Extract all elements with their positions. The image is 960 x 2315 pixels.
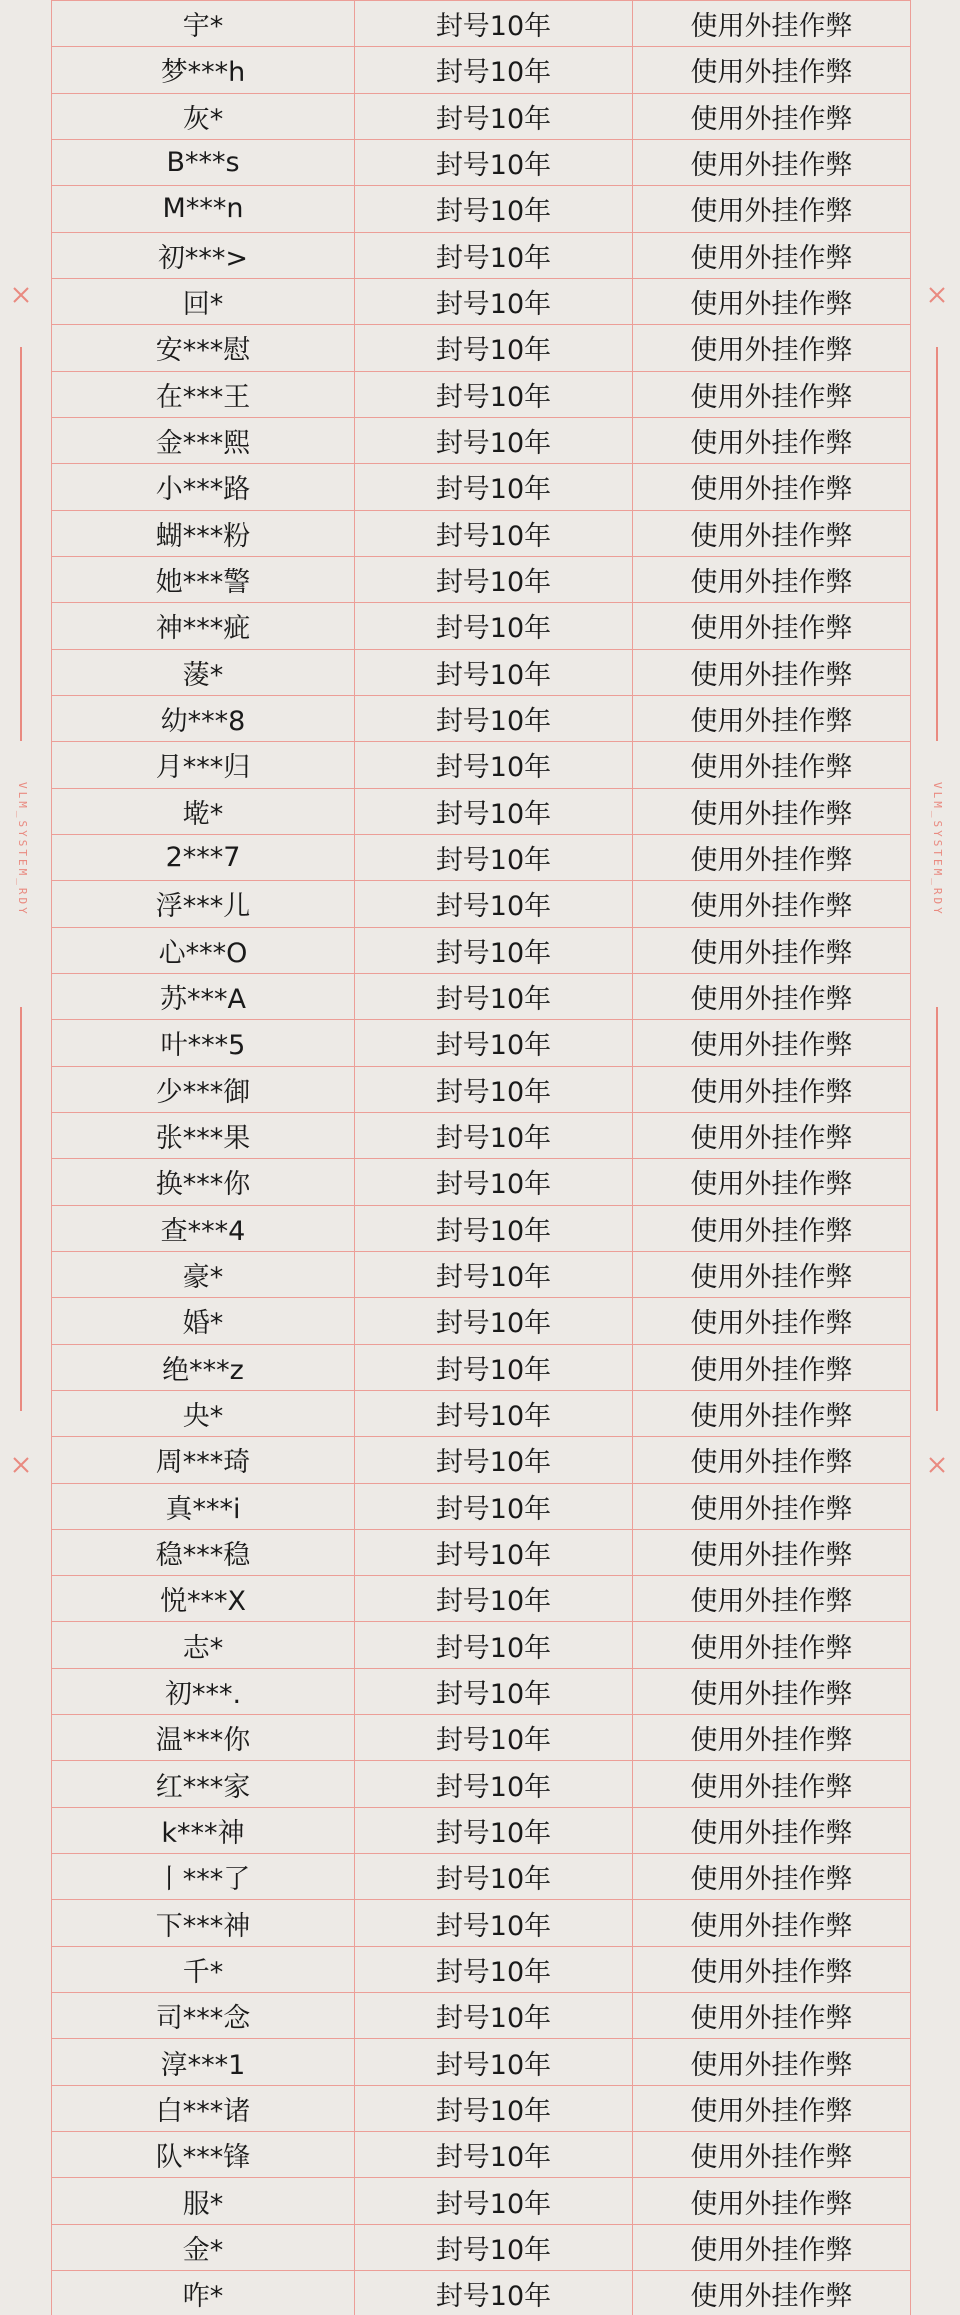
- cell-reason: 使用外挂作弊: [633, 371, 911, 417]
- cell-penalty: 封号10年: [355, 1900, 633, 1946]
- cell-name: k***神: [52, 1807, 355, 1853]
- cell-name: 初***.: [52, 1668, 355, 1714]
- cell-reason: 使用外挂作弊: [633, 834, 911, 880]
- table-row: [52, 1807, 911, 1853]
- cell-penalty: 封号10年: [355, 1, 633, 47]
- cell-name: 周***琦: [52, 1437, 355, 1483]
- cell-penalty: 封号10年: [355, 1946, 633, 1992]
- table-row: [52, 1298, 911, 1344]
- cell-name: 淳***1: [52, 2039, 355, 2085]
- cell-reason: 使用外挂作弊: [633, 695, 911, 741]
- cell-reason: 使用外挂作弊: [633, 1900, 911, 1946]
- cell-reason: 使用外挂作弊: [633, 881, 911, 927]
- cell-penalty: 封号10年: [355, 556, 633, 602]
- cell-name: 月***归: [52, 742, 355, 788]
- cell-reason: 使用外挂作弊: [633, 1715, 911, 1761]
- cell-penalty: 封号10年: [355, 139, 633, 185]
- cell-name: 回*: [52, 278, 355, 324]
- cell-penalty: 封号10年: [355, 1483, 633, 1529]
- cell-name: 白***诸: [52, 2085, 355, 2131]
- table-row: [52, 1761, 911, 1807]
- table-row: [52, 47, 911, 93]
- cell-reason: 使用外挂作弊: [633, 2085, 911, 2131]
- table-row: [52, 1715, 911, 1761]
- cell-name: 心***O: [52, 927, 355, 973]
- cell-name: 婚*: [52, 1298, 355, 1344]
- table-row: [52, 1576, 911, 1622]
- cell-name: 梦***h: [52, 47, 355, 93]
- table-row: [52, 2132, 911, 2178]
- cell-name: 宇*: [52, 1, 355, 47]
- cell-penalty: 封号10年: [355, 1112, 633, 1158]
- cell-penalty: 封号10年: [355, 1066, 633, 1112]
- table-row: [52, 2224, 911, 2270]
- table-row: [52, 139, 911, 185]
- table-row: [52, 1437, 911, 1483]
- cell-penalty: 封号10年: [355, 1298, 633, 1344]
- cell-reason: 使用外挂作弊: [633, 1576, 911, 1622]
- cell-penalty: 封号10年: [355, 1020, 633, 1066]
- table-row: [52, 1668, 911, 1714]
- table-row: [52, 2271, 911, 2315]
- cell-reason: 使用外挂作弊: [633, 464, 911, 510]
- cell-name: 豪*: [52, 1251, 355, 1297]
- cell-penalty: 封号10年: [355, 2224, 633, 2270]
- table-row: [52, 881, 911, 927]
- cell-name: 少***御: [52, 1066, 355, 1112]
- cell-name: 换***你: [52, 1159, 355, 1205]
- cell-penalty: 封号10年: [355, 371, 633, 417]
- cell-penalty: 封号10年: [355, 927, 633, 973]
- cell-reason: 使用外挂作弊: [633, 1946, 911, 1992]
- cell-penalty: 封号10年: [355, 649, 633, 695]
- cell-reason: 使用外挂作弊: [633, 278, 911, 324]
- cell-penalty: 封号10年: [355, 1807, 633, 1853]
- cell-reason: 使用外挂作弊: [633, 139, 911, 185]
- cell-name: B***s: [52, 139, 355, 185]
- table-row: [52, 1020, 911, 1066]
- cell-name: 在***王: [52, 371, 355, 417]
- table-row: [52, 973, 911, 1019]
- cell-penalty: 封号10年: [355, 1251, 633, 1297]
- deco-line-right-bottom: [936, 1007, 938, 1411]
- cell-reason: 使用外挂作弊: [633, 1622, 911, 1668]
- table-row: [52, 1529, 911, 1575]
- cell-penalty: 封号10年: [355, 1854, 633, 1900]
- cell-reason: 使用外挂作弊: [633, 325, 911, 371]
- table-row: [52, 1251, 911, 1297]
- cell-name: 司***念: [52, 1993, 355, 2039]
- cell-reason: 使用外挂作弊: [633, 93, 911, 139]
- table-row: [52, 603, 911, 649]
- cell-name: 金***熙: [52, 417, 355, 463]
- cell-name: 张***果: [52, 1112, 355, 1158]
- cell-name: 千*: [52, 1946, 355, 1992]
- cell-penalty: 封号10年: [355, 834, 633, 880]
- table-row: [52, 834, 911, 880]
- table-row: [52, 1205, 911, 1251]
- table-row: [52, 556, 911, 602]
- cell-reason: 使用外挂作弊: [633, 1298, 911, 1344]
- cell-reason: 使用外挂作弊: [633, 973, 911, 1019]
- cell-name: 2***7: [52, 834, 355, 880]
- cell-reason: 使用外挂作弊: [633, 1066, 911, 1112]
- cell-reason: 使用外挂作弊: [633, 1854, 911, 1900]
- cell-name: 小***路: [52, 464, 355, 510]
- cell-penalty: 封号10年: [355, 973, 633, 1019]
- deco-line-left-bottom: [20, 1007, 22, 1411]
- cell-penalty: 封号10年: [355, 93, 633, 139]
- table-row: [52, 371, 911, 417]
- cell-reason: 使用外挂作弊: [633, 417, 911, 463]
- cell-penalty: 封号10年: [355, 464, 633, 510]
- cell-name: 绝***z: [52, 1344, 355, 1390]
- table-row: [52, 93, 911, 139]
- cell-name: 幼***8: [52, 695, 355, 741]
- cell-penalty: 封号10年: [355, 742, 633, 788]
- cell-reason: 使用外挂作弊: [633, 2271, 911, 2315]
- table-row: [52, 1622, 911, 1668]
- table-row: [52, 1390, 911, 1436]
- close-x-icon-right-bottom: [928, 1456, 946, 1474]
- cell-reason: 使用外挂作弊: [633, 1020, 911, 1066]
- cell-penalty: 封号10年: [355, 1993, 633, 2039]
- table-row: [52, 1854, 911, 1900]
- cell-name: 安***慰: [52, 325, 355, 371]
- cell-name: 叶***5: [52, 1020, 355, 1066]
- cell-penalty: 封号10年: [355, 788, 633, 834]
- cell-reason: 使用外挂作弊: [633, 1159, 911, 1205]
- table-row: [52, 2178, 911, 2224]
- table-row: [52, 649, 911, 695]
- cell-reason: 使用外挂作弊: [633, 1807, 911, 1853]
- cell-penalty: 封号10年: [355, 2178, 633, 2224]
- cell-reason: 使用外挂作弊: [633, 1668, 911, 1714]
- cell-reason: 使用外挂作弊: [633, 1390, 911, 1436]
- cell-penalty: 封号10年: [355, 1344, 633, 1390]
- cell-penalty: 封号10年: [355, 2132, 633, 2178]
- cell-penalty: 封号10年: [355, 325, 633, 371]
- table-row: [52, 325, 911, 371]
- close-x-icon-left-bottom: [12, 1456, 30, 1474]
- cell-penalty: 封号10年: [355, 47, 633, 93]
- cell-name: 浮***儿: [52, 881, 355, 927]
- cell-name: 金*: [52, 2224, 355, 2270]
- cell-name: 蝴***粉: [52, 510, 355, 556]
- cell-penalty: 封号10年: [355, 2039, 633, 2085]
- cell-name: 神***疵: [52, 603, 355, 649]
- cell-reason: 使用外挂作弊: [633, 788, 911, 834]
- table-row: [52, 417, 911, 463]
- table-row: [52, 1, 911, 47]
- cell-name: 丨***了: [52, 1854, 355, 1900]
- cell-reason: 使用外挂作弊: [633, 1112, 911, 1158]
- cell-penalty: 封号10年: [355, 1576, 633, 1622]
- cell-reason: 使用外挂作弊: [633, 1344, 911, 1390]
- cell-penalty: 封号10年: [355, 1529, 633, 1575]
- cell-reason: 使用外挂作弊: [633, 1483, 911, 1529]
- cell-reason: 使用外挂作弊: [633, 2224, 911, 2270]
- table-row: [52, 788, 911, 834]
- deco-line-right-top: [936, 347, 938, 741]
- cell-penalty: 封号10年: [355, 1761, 633, 1807]
- cell-penalty: 封号10年: [355, 2085, 633, 2131]
- table-row: [52, 1344, 911, 1390]
- cell-reason: 使用外挂作弊: [633, 1205, 911, 1251]
- table-row: [52, 464, 911, 510]
- system-label-right: VLM_SYSTEM_RDY: [931, 782, 944, 917]
- cell-name: 她***警: [52, 556, 355, 602]
- cell-reason: 使用外挂作弊: [633, 742, 911, 788]
- cell-name: 服*: [52, 2178, 355, 2224]
- cell-penalty: 封号10年: [355, 1715, 633, 1761]
- cell-name: M***n: [52, 186, 355, 232]
- cell-reason: 使用外挂作弊: [633, 2178, 911, 2224]
- cell-penalty: 封号10年: [355, 603, 633, 649]
- cell-name: 灰*: [52, 93, 355, 139]
- cell-name: 墘*: [52, 788, 355, 834]
- cell-name: 稳***稳: [52, 1529, 355, 1575]
- cell-penalty: 封号10年: [355, 186, 633, 232]
- system-label-left: VLM_SYSTEM_RDY: [16, 782, 29, 917]
- cell-reason: 使用外挂作弊: [633, 1437, 911, 1483]
- cell-reason: 使用外挂作弊: [633, 47, 911, 93]
- cell-name: 下***神: [52, 1900, 355, 1946]
- cell-name: 温***你: [52, 1715, 355, 1761]
- cell-penalty: 封号10年: [355, 1159, 633, 1205]
- close-x-icon-right-top: [928, 286, 946, 304]
- cell-reason: 使用外挂作弊: [633, 603, 911, 649]
- cell-penalty: 封号10年: [355, 1668, 633, 1714]
- cell-reason: 使用外挂作弊: [633, 2132, 911, 2178]
- table-row: [52, 1159, 911, 1205]
- cell-reason: 使用外挂作弊: [633, 1761, 911, 1807]
- cell-penalty: 封号10年: [355, 1622, 633, 1668]
- table-row: [52, 1946, 911, 1992]
- cell-reason: 使用外挂作弊: [633, 556, 911, 602]
- cell-reason: 使用外挂作弊: [633, 2039, 911, 2085]
- cell-penalty: 封号10年: [355, 232, 633, 278]
- cell-penalty: 封号10年: [355, 695, 633, 741]
- table-row: [52, 278, 911, 324]
- cell-penalty: 封号10年: [355, 1205, 633, 1251]
- table-row: [52, 1066, 911, 1112]
- cell-name: 志*: [52, 1622, 355, 1668]
- cell-penalty: 封号10年: [355, 1390, 633, 1436]
- table-row: [52, 742, 911, 788]
- deco-line-left-top: [20, 347, 22, 741]
- cell-reason: 使用外挂作弊: [633, 927, 911, 973]
- cell-name: 队***锋: [52, 2132, 355, 2178]
- table-row: [52, 1993, 911, 2039]
- cell-name: 蔆*: [52, 649, 355, 695]
- table-row: [52, 2085, 911, 2131]
- cell-reason: 使用外挂作弊: [633, 510, 911, 556]
- cell-reason: 使用外挂作弊: [633, 186, 911, 232]
- table-row: [52, 1112, 911, 1158]
- cell-reason: 使用外挂作弊: [633, 232, 911, 278]
- table-row: [52, 510, 911, 556]
- cell-name: 真***i: [52, 1483, 355, 1529]
- table-row: [52, 1483, 911, 1529]
- cell-name: 初***>: [52, 232, 355, 278]
- ban-list-table: [51, 0, 911, 2315]
- cell-penalty: 封号10年: [355, 417, 633, 463]
- cell-name: 查***4: [52, 1205, 355, 1251]
- cell-name: 咋*: [52, 2271, 355, 2315]
- ban-list-body: [52, 1, 911, 2315]
- cell-name: 央*: [52, 1390, 355, 1436]
- cell-reason: 使用外挂作弊: [633, 649, 911, 695]
- close-x-icon-left-top: [12, 286, 30, 304]
- cell-penalty: 封号10年: [355, 881, 633, 927]
- cell-penalty: 封号10年: [355, 278, 633, 324]
- table-row: [52, 695, 911, 741]
- table-row: [52, 186, 911, 232]
- table-row: [52, 2039, 911, 2085]
- table-row: [52, 1900, 911, 1946]
- cell-name: 悦***X: [52, 1576, 355, 1622]
- cell-reason: 使用外挂作弊: [633, 1993, 911, 2039]
- cell-reason: 使用外挂作弊: [633, 1529, 911, 1575]
- cell-penalty: 封号10年: [355, 1437, 633, 1483]
- table-row: [52, 232, 911, 278]
- cell-name: 苏***A: [52, 973, 355, 1019]
- cell-penalty: 封号10年: [355, 510, 633, 556]
- cell-penalty: 封号10年: [355, 2271, 633, 2315]
- cell-reason: 使用外挂作弊: [633, 1251, 911, 1297]
- table-row: [52, 927, 911, 973]
- cell-reason: 使用外挂作弊: [633, 1, 911, 47]
- cell-name: 红***家: [52, 1761, 355, 1807]
